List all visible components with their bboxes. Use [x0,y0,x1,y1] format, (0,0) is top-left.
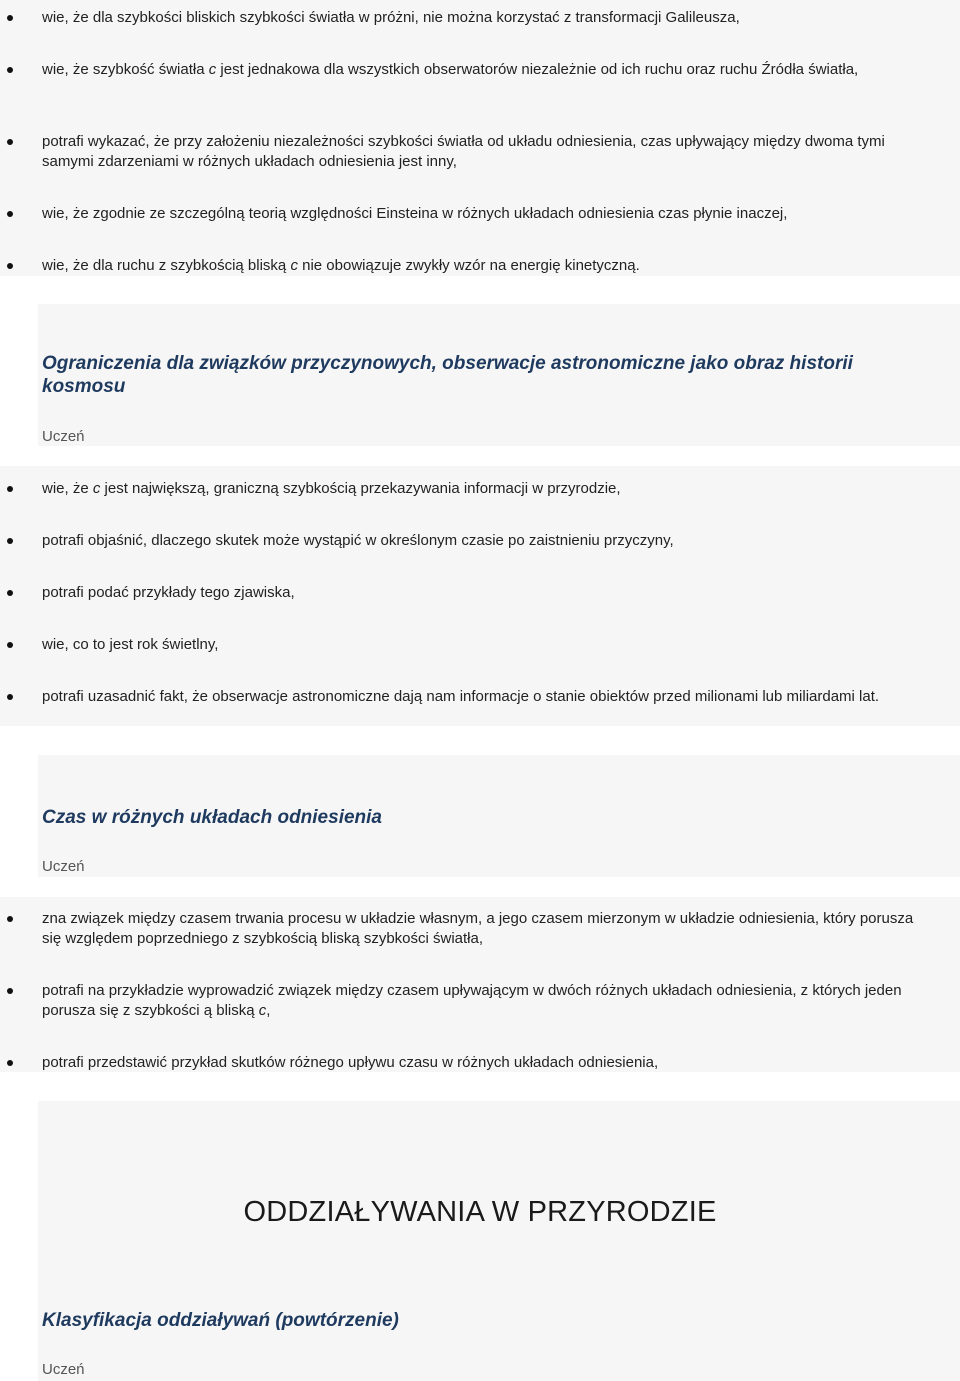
bullet-icon [7,694,13,700]
bullet-icon [7,1060,13,1066]
section-title: Czas w różnych układach odniesienia [42,807,382,828]
section-subtitle: Uczeń [42,428,85,445]
bullet-icon [7,139,13,145]
bullet-icon [7,67,13,73]
bullet-icon [7,211,13,217]
bullet-icon [7,538,13,544]
section-title: Ograniczenia dla związków przyczynowych, obserwacje astronomiczne jako obraz historii kosmosu [42,353,853,397]
section-header-band [38,1101,960,1381]
bullet-icon [7,263,13,269]
section-subtitle: Uczeń [42,1361,85,1378]
section-subtitle: Uczeń [42,858,85,875]
bullet-icon [7,916,13,922]
bullet-icon [7,642,13,648]
bullet-icon [7,988,13,994]
bullet-icon [7,590,13,596]
bullet-icon [7,15,13,21]
section-title: Klasyfikacja oddziaływań (powtórzenie) [42,1310,399,1331]
chapter-heading: ODDZIAŁYWANIA W PRZYRODZIE [243,1196,717,1228]
bullet-icon [7,486,13,492]
